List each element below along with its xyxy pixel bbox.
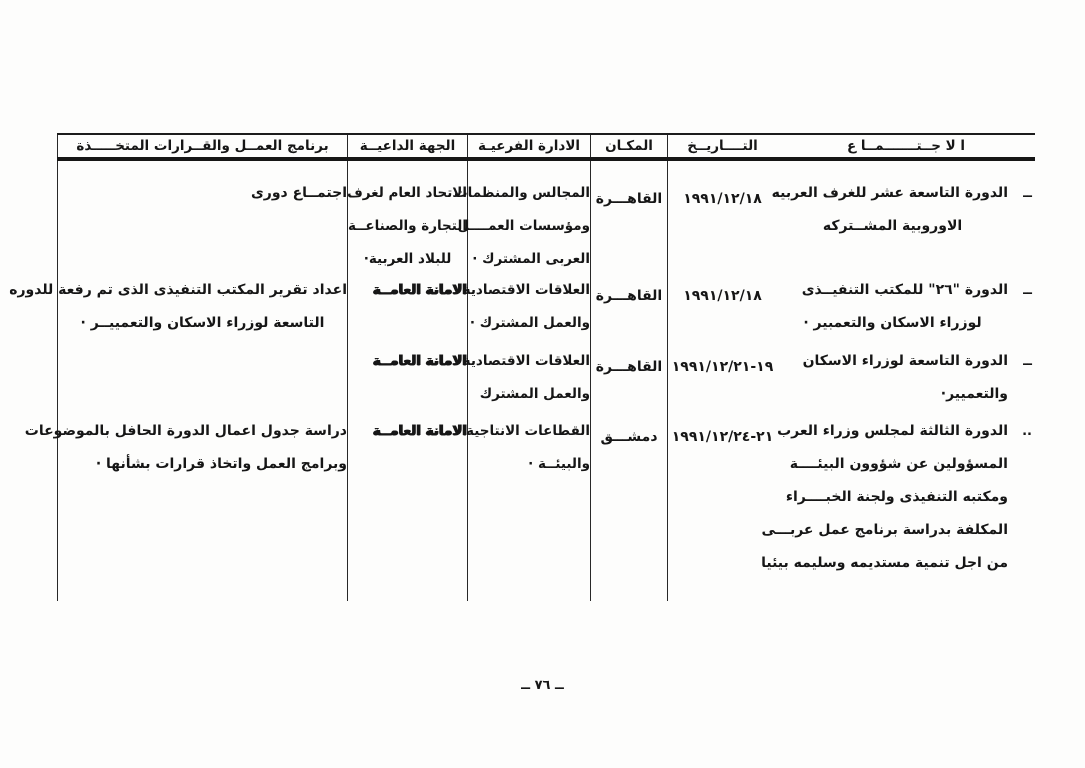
column-sub-department (454, 161, 590, 601)
sub-department-line: ومؤسسات العمــــل (457, 218, 590, 234)
table-body (9, 161, 1035, 601)
sub-department-line: العلاقات الاقتصادية (462, 353, 590, 369)
page-number: ــ ٧٦ ــ (521, 678, 564, 693)
sub-department-cell-row3 (462, 345, 590, 411)
inviting-body-line: الامانة العامــة (372, 353, 467, 369)
meeting-line: المسؤولين عن شؤوون البيئــــة (789, 456, 1008, 472)
program-line: اجتمــاع دورى (250, 185, 347, 201)
sub-department-line: العلاقات الاقتصادية (462, 282, 590, 298)
column-date (667, 161, 777, 601)
date-value: ١٩٩١/١٢/٢١-١٩ (671, 359, 774, 375)
meeting-cell-row4 (761, 415, 1035, 580)
sub-department-line: المجالس والمنظمات (454, 185, 590, 201)
inviting-body-cell-row4 (348, 415, 467, 448)
inviting-body-line: الامانة العامــة (372, 282, 467, 298)
place-cell-row2: القاهـــرة (595, 288, 663, 304)
meeting-line: الاوروبية المشــتركه (822, 218, 963, 234)
sub-department-line: والعمل المشترك (479, 386, 590, 402)
meeting-line: الدورة التاسعة عشر للغرف العربيه (771, 185, 1008, 201)
sub-department-line: والبيئــة · (528, 456, 590, 472)
program-cell-row4 (24, 415, 347, 481)
meeting-line: الدورة "٢٦" للمكتب التنفيــذى (801, 282, 1008, 298)
dash-bullet: ــ (1023, 283, 1032, 298)
program-line: التاسعة لوزراء الاسكان والتعمييــر · (80, 315, 325, 331)
header-meeting: ا لا جــتـــــــمــا ع (846, 138, 966, 154)
table-header-row (57, 133, 1035, 161)
sub-department-cell-row4 (468, 415, 590, 481)
meeting-cell-row2 (777, 274, 1035, 340)
inviting-body-line: للبلاد العربية· (363, 251, 452, 267)
header-date: التــــاريــخ (667, 135, 777, 157)
place-cell-row4: دمشـــق (600, 429, 658, 445)
date-value: ١٩٩١/١٢/١٨ (683, 191, 762, 207)
meeting-line: الدورة الثالثة لمجلس وزراء العرب (777, 423, 1008, 439)
inviting-body-line: التجارة والصناعــة (347, 218, 467, 234)
inviting-body-cell-row3 (348, 345, 467, 378)
inviting-body-cell-row2 (348, 274, 467, 307)
program-line: وبرامج العمل واتخاذ قرارات بشأنها · (95, 456, 347, 472)
meeting-line: الدورة التاسعة لوزراء الاسكان (802, 353, 1008, 369)
meeting-line: ومكتبه التنفيذى ولجنة الخبــــراء (785, 489, 1008, 505)
header-sub-department: الادارة الفرعيـة (467, 135, 590, 157)
program-line: اعداد تقرير المكتب التنفيذى الذى تم رفعة للدوره (9, 282, 347, 298)
date-cell-row2 (668, 280, 777, 313)
program-cell-row1 (58, 177, 347, 210)
meeting-cell-row1 (771, 177, 1035, 243)
sub-department-line: والعمل المشترك · (469, 315, 590, 331)
dash-bullet: ــ (1023, 354, 1032, 369)
inviting-body-cell-row1 (348, 177, 467, 276)
program-line: دراسة جدول اعمال الدورة الحافل بالموضوعات (24, 423, 347, 439)
dash-bullet: ــ (1023, 186, 1032, 201)
meeting-line: لوزراء الاسكان والتعمبير · (803, 315, 982, 331)
place-cell-row1: القاهـــرة (595, 191, 663, 207)
date-cell-row3 (668, 351, 777, 384)
meeting-cell-row3 (777, 345, 1035, 411)
sub-department-cell-row1 (454, 177, 590, 276)
date-cell-row1 (668, 183, 777, 216)
sub-department-line: القطاعات الانتاجية (466, 423, 590, 439)
sub-department-line: العربى المشترك · (472, 251, 590, 267)
dots-bullet: .. (1022, 424, 1032, 439)
meeting-line: المكلفة بدراسة برنامج عمل عربـــى (761, 522, 1008, 538)
header-place: المكـان (590, 135, 667, 157)
meeting-line: والتعميير· (940, 386, 1008, 402)
inviting-body-line: الامانة العامــة (372, 423, 467, 439)
date-cell-row4 (668, 421, 777, 454)
header-program: برنامج العمــل والقــرارات المتخـــــذة (57, 135, 347, 157)
date-value: ١٩٩١/١٢/٢٤-٢١ (671, 429, 774, 445)
program-cell-row2 (9, 274, 347, 340)
date-value: ١٩٩١/١٢/١٨ (683, 288, 762, 304)
column-meeting (761, 161, 1035, 601)
column-place (590, 161, 667, 601)
meetings-table (9, 133, 1035, 605)
column-inviting-body (347, 161, 467, 601)
header-inviting-body: الجهة الداعيــة (347, 135, 467, 157)
column-program (9, 161, 347, 601)
inviting-body-line: الاتحاد العام لغرف (347, 185, 467, 201)
sub-department-cell-row2 (462, 274, 590, 340)
meeting-line: من اجل تنمية مستديمه وسليمه بيئيا (761, 555, 1008, 571)
place-cell-row3: القاهـــرة (595, 359, 663, 375)
